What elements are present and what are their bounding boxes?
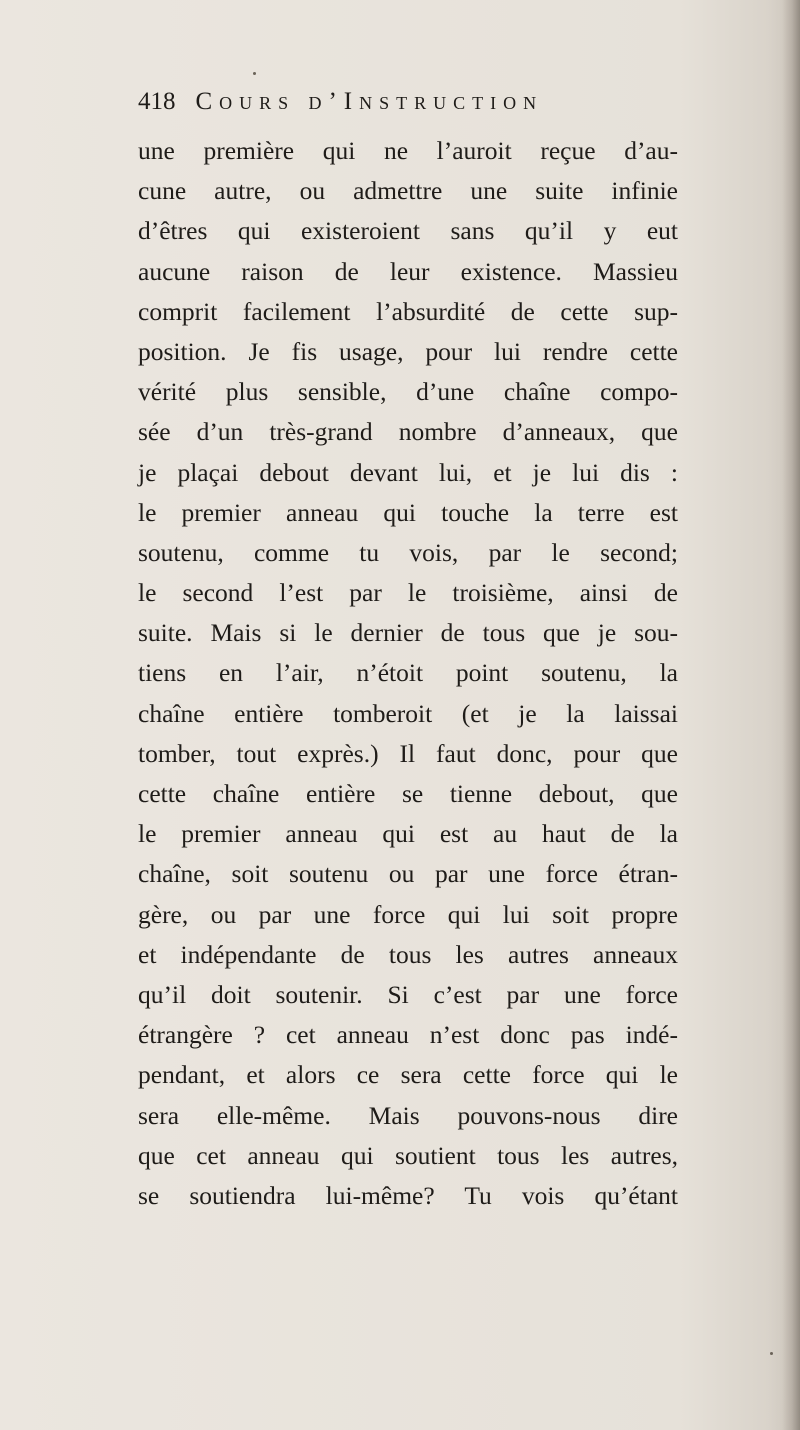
text-line: position. Je fis usage, pour lui rendre cette xyxy=(138,336,678,366)
text-line: tomber, tout exprès.) Il faut donc, pour que xyxy=(138,738,678,768)
paper-speck xyxy=(770,1352,773,1355)
text-line: chaîne entière tomberoit (et je la laissai xyxy=(138,698,678,728)
paper-speck xyxy=(253,72,256,75)
text-line: se soutiendra lui-même? Tu vois qu’étant xyxy=(138,1180,678,1210)
text-line: chaîne, soit soutenu ou par une force étran- xyxy=(138,859,678,889)
text-line: d’êtres qui existeroient sans qu’il y eut xyxy=(138,216,678,246)
text-line: le premier anneau qui est au haut de la xyxy=(138,819,678,849)
text-line: suite. Mais si le dernier de tous que je sou- xyxy=(138,618,678,648)
text-line: que cet anneau qui soutient tous les autres, xyxy=(138,1140,678,1170)
text-line: et indépendante de tous les autres anneaux xyxy=(138,939,678,969)
running-title: Cours d’Instruction xyxy=(195,88,544,115)
page-edge-shadow xyxy=(782,0,800,1430)
text-line: cune autre, ou admettre une suite infinie xyxy=(138,176,678,206)
text-line: vérité plus sensible, d’une chaîne compo- xyxy=(138,377,678,407)
text-line: comprit facilement l’absurdité de cette sup- xyxy=(138,296,678,326)
text-line: sée d’un très-grand nombre d’anneaux, que xyxy=(138,417,678,447)
running-header xyxy=(138,88,678,122)
page-number: 418 xyxy=(138,88,176,115)
text-line: aucune raison de leur existence. Massieu xyxy=(138,256,678,286)
text-line: sera elle-même. Mais pouvons-nous dire xyxy=(138,1100,678,1130)
text-line: étrangère ? cet anneau n’est donc pas indé- xyxy=(138,1020,678,1050)
text-line: une première qui ne l’auroit reçue d’au- xyxy=(138,136,678,165)
text-line: qu’il doit soutenir. Si c’est par une force xyxy=(138,979,678,1009)
text-line: le second l’est par le troisième, ainsi de xyxy=(138,578,678,608)
text-line: cette chaîne entière se tienne debout, que xyxy=(138,779,678,808)
text-line: soutenu, comme tu vois, par le second; xyxy=(138,537,678,567)
text-line: pendant, et alors ce sera cette force qui le xyxy=(138,1060,678,1090)
text-line: tiens en l’air, n’étoit point soutenu, la xyxy=(138,658,678,688)
text-line: gère, ou par une force qui lui soit propre xyxy=(138,899,678,929)
text-line: le premier anneau qui touche la terre est xyxy=(138,497,678,527)
body-text xyxy=(138,131,678,1216)
text-line: je plaçai debout devant lui, et je lui dis : xyxy=(138,457,678,487)
